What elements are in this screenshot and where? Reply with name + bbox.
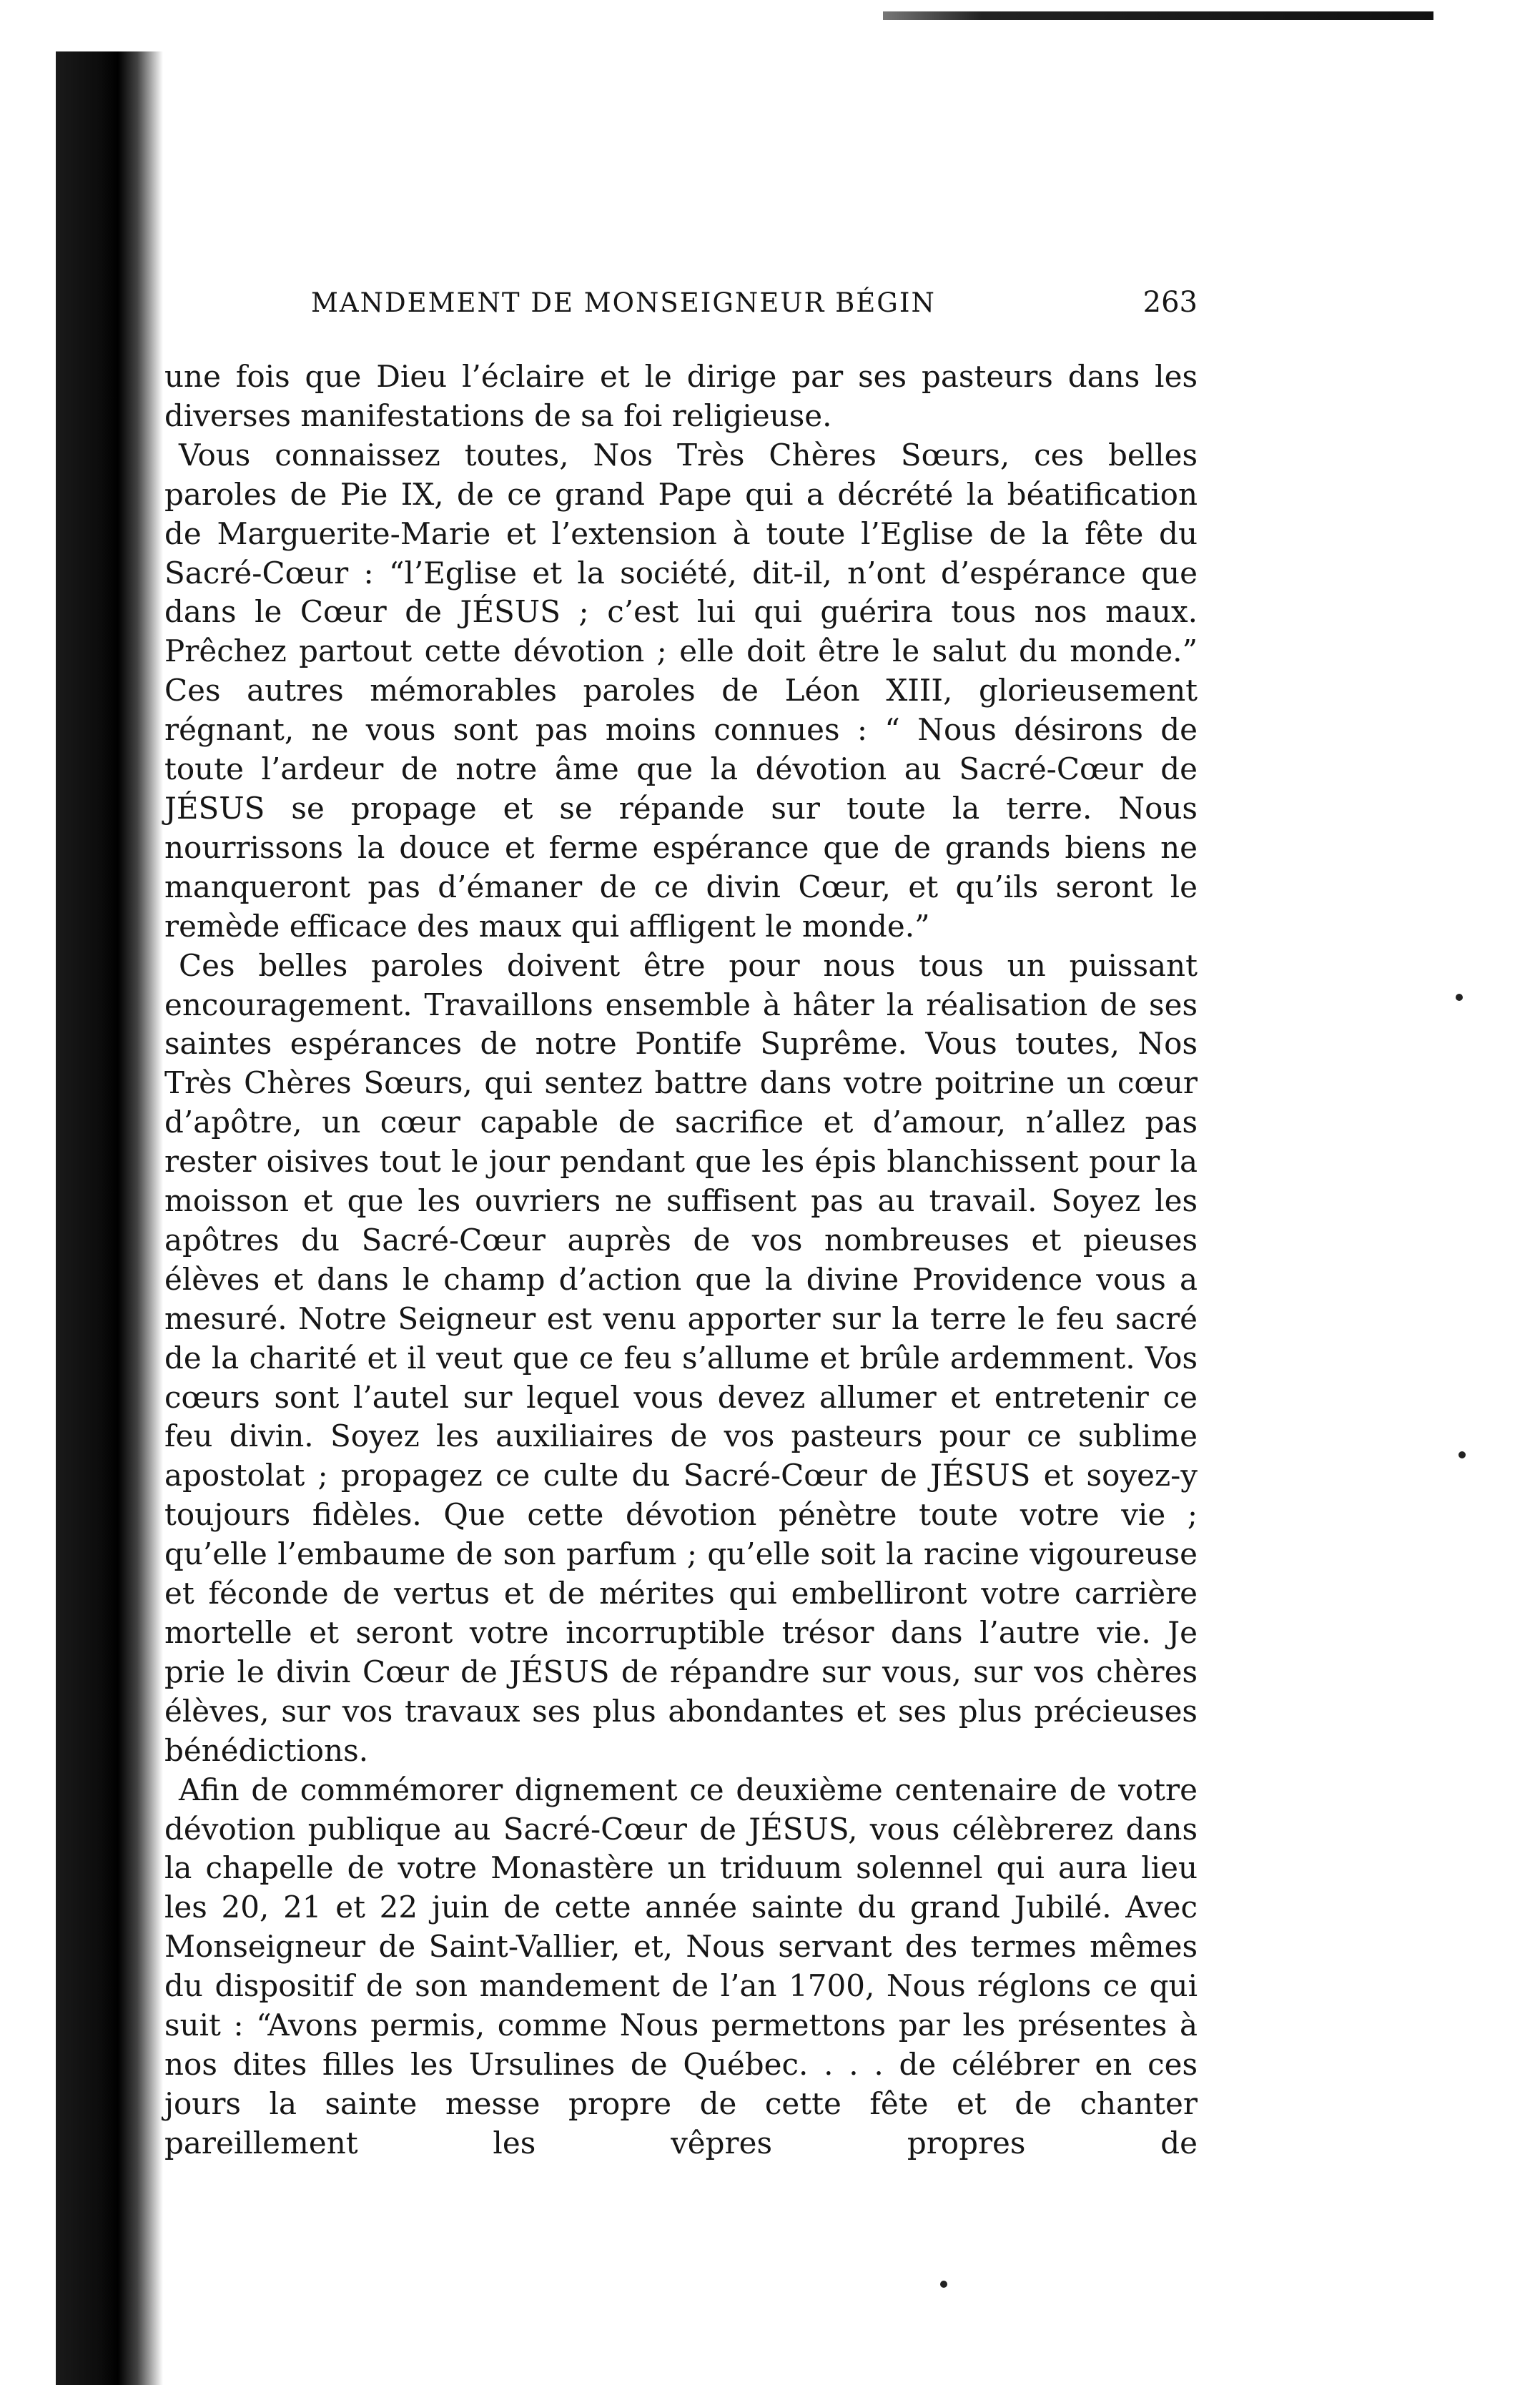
paragraph: Afin de commémorer dignement ce deuxième centenaire de votre dévotion publique au Sacré-Cœur de JÉSUS, vous célèbrerez dans la chapelle de votre Monastère un triduum solennel qui aura lieu les 20, 21 et 22 juin de cette année sainte du grand Jubilé. Avec Monseigneur de Saint-Vallier, et, Nous servant des termes mêmes du dispositif de son mandement de l’an 1700, Nous réglons ce qui suit : “Avons permis, comme Nous permettons par les présentes à nos dites filles les Ursulines de Québec. . . . de célébrer en ces jours la sainte messe propre de cette fête et de chanter pareillement les vêpres propres de [164,1772,1198,2161]
speck-mark [1456,994,1463,1001]
speck-mark [940,2281,947,2288]
body-text [164,357,1198,2163]
running-title: MANDEMENT DE MONSEIGNEUR BÉGIN [311,287,936,318]
left-margin-bleed-marks [34,758,63,2045]
running-header [164,286,1198,336]
paragraph: une fois que Dieu l’éclaire et le dirige par ses pasteurs dans les diverses manifestations de sa foi religieuse. [164,359,1198,433]
page-number: 263 [1142,286,1198,319]
top-edge-rule [883,11,1433,20]
binding-gutter-shadow [56,51,163,2385]
speck-mark [1458,1451,1466,1458]
paragraph: Vous connaissez toutes, Nos Très Chères Sœurs, ces belles paroles de Pie IX, de ce grand Pape qui a décrété la béatification de Marguerite-Marie et l’extension à toute l’Eglise de la fête du Sacré-Cœur : “l’Eglise et la société, dit-il, n’ont d’espérance que dans le Cœur de JÉSUS ; c’est lui qui guérira tous nos maux. Prêchez partout cette dévotion ; elle doit être le salut du monde.” Ces autres mémorables paroles de Léon XIII, glorieusement régnant, ne vous sont pas moins connues : “ Nous désirons de toute l’ardeur de notre âme que la dévotion au Sacré-Cœur de JÉSUS se propage et se répande sur toute la terre. Nous nourrissons la douce et ferme espérance que de grands biens ne manqueront pas d’émaner de ce divin Cœur, et qu’ils seront le remède efficace des maux qui affligent le monde.” [164,437,1198,944]
paragraph: Ces belles paroles doivent être pour nous tous un puissant encouragement. Travaillons ensemble à hâter la réalisation de ses saintes espérances de notre Pontife Suprême. Vous toutes, Nos Très Chères Sœurs, qui sentez battre dans votre poitrine un cœur d’apôtre, un cœur capable de sacrifice et d’amour, n’allez pas rester oisives tout le jour pendant que les épis blanchissent pour la moisson et que les ouvriers ne suffisent pas au travail. Soyez les apôtres du Sacré-Cœur auprès de vos nombreuses et pieuses élèves et dans le champ d’action que la divine Providence vous a mesuré. Notre Seigneur est venu apporter sur la terre le feu sacré de la charité et il veut que ce feu s’allume et brûle ardemment. Vos cœurs sont l’autel sur lequel vous devez allumer et entretenir ce feu divin. Soyez les auxiliaires de vos pasteurs pour ce sublime apostolat ; propagez ce culte du Sacré-Cœur de JÉSUS et soyez-y toujours fidèles. Que cette dévotion pénètre toute votre vie ; qu’elle l’embaume de son parfum ; qu’elle soit la racine vigoureuse et féconde de vertus et de mérites qui embelliront votre carrière mortelle et seront votre incorruptible trésor dans l’autre vie. Je prie le divin Cœur de JÉSUS de répandre sur vous, sur vos chères élèves, sur vos travaux ses plus abondantes et ses plus précieuses bénédictions. [164,947,1198,1768]
